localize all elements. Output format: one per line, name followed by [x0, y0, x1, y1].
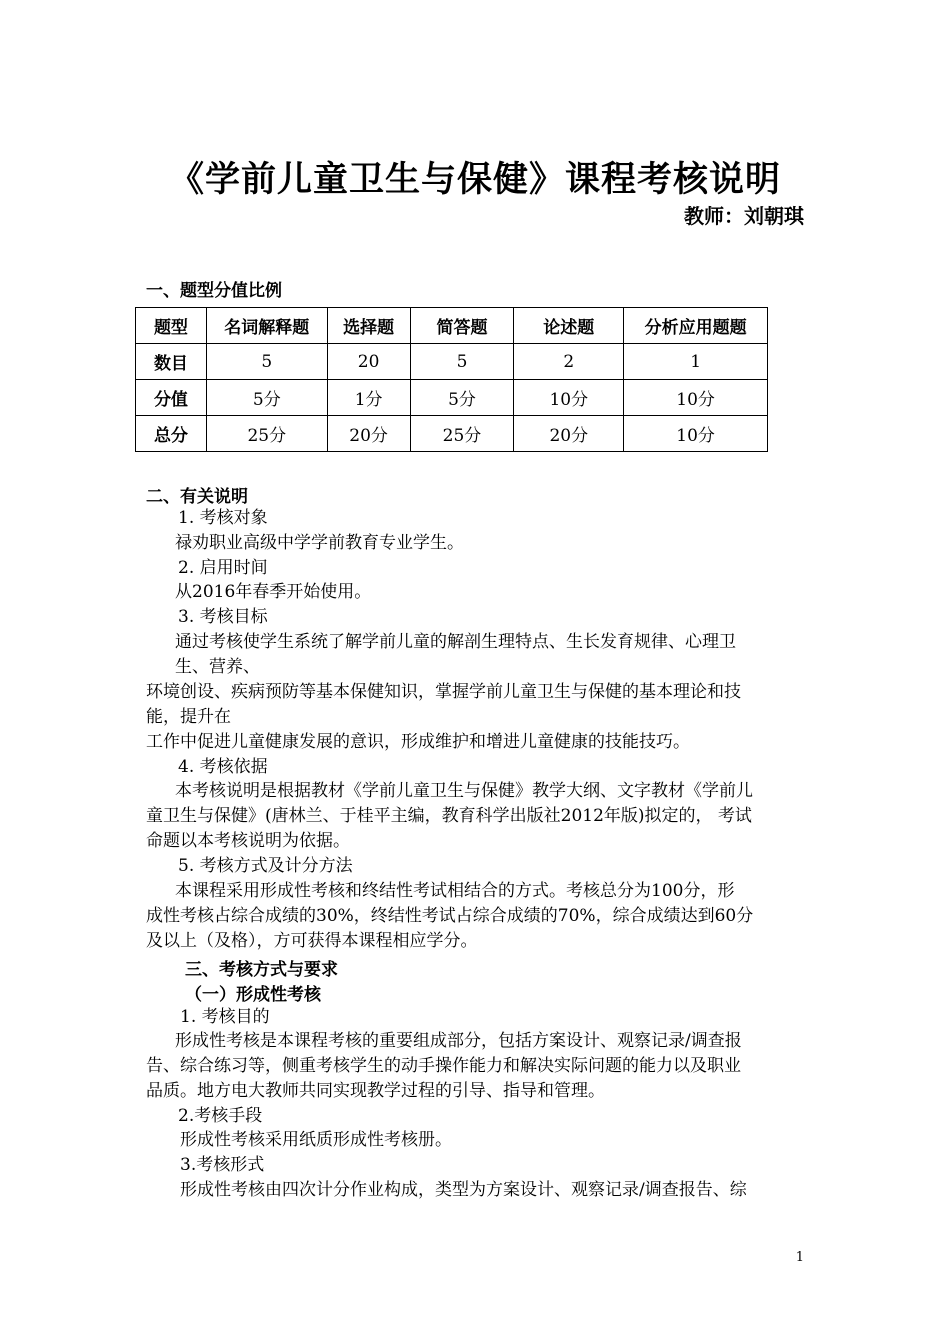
document-title: 《学前儿童卫生与保健》课程考核说明 — [168, 160, 781, 200]
paragraph-line: 告、综合练习等，侧重考核学生的动手操作能力和解决实际问题的能力以及职业 — [146, 1056, 741, 1076]
paragraph-line: 成性考核占综合成绩的30%，终结性考试占综合成绩的70%，综合成绩达到60分 — [146, 906, 754, 926]
table-cell: 1 — [624, 344, 768, 380]
table-row — [136, 380, 768, 416]
paragraph-line: 通过考核使学生系统了解学前儿童的解剖生理特点、生长发育规律、心理卫 — [175, 632, 736, 652]
paragraph-line: 形成性考核采用纸质形成性考核册。 — [180, 1130, 452, 1150]
teacher-name: 教师：刘朝琪 — [684, 204, 804, 228]
table-header-row — [136, 308, 768, 344]
table-cell: 2 — [514, 344, 624, 380]
table-cell: 10分 — [624, 380, 768, 416]
paragraph-line: 命题以本考核说明为依据。 — [146, 831, 350, 851]
score-table — [135, 307, 768, 452]
paragraph-line: 生、营养、 — [175, 657, 260, 677]
table-cell: 20分 — [514, 416, 624, 452]
table-cell: 论述题 — [514, 308, 624, 344]
item-title: 1. 考核对象 — [178, 508, 268, 528]
paragraph-line: 禄劝职业高级中学学前教育专业学生。 — [175, 533, 464, 553]
table-cell: 5分 — [206, 380, 327, 416]
table-cell: 分析应用题题 — [624, 308, 768, 344]
item-title: 2.考核手段 — [178, 1106, 263, 1126]
item-title: 4. 考核依据 — [178, 757, 268, 777]
table-row — [136, 416, 768, 452]
paragraph-line: 环境创设、疾病预防等基本保健知识，掌握学前儿童卫生与保健的基本理论和技 — [146, 682, 741, 702]
paragraph-line: 工作中促进儿童健康发展的意识，形成维护和增进儿童健康的技能技巧。 — [146, 732, 690, 752]
item-title: 3.考核形式 — [180, 1155, 265, 1175]
table-cell: 10分 — [624, 416, 768, 452]
paragraph-line: 形成性考核由四次计分作业构成，类型为方案设计、观察记录/调查报告、综 — [180, 1180, 747, 1200]
table-cell: 1分 — [327, 380, 410, 416]
section2-heading: 二、有关说明 — [146, 487, 248, 507]
table-cell: 总分 — [136, 416, 207, 452]
paragraph-line: 童卫生与保健》(唐林兰、于桂平主编，教育科学出版社2012年版)拟定的， 考试 — [146, 806, 752, 826]
table-cell: 20 — [327, 344, 410, 380]
table-cell: 选择题 — [327, 308, 410, 344]
table-cell: 25分 — [410, 416, 514, 452]
paragraph-line: 能，提升在 — [146, 707, 231, 727]
page-number: 1 — [795, 1250, 804, 1265]
table-cell: 简答题 — [410, 308, 514, 344]
table-cell: 5 — [206, 344, 327, 380]
table-cell: 5 — [410, 344, 514, 380]
paragraph-line: 本课程采用形成性考核和终结性考试相结合的方式。考核总分为100分，形 — [175, 881, 735, 901]
table-cell: 20分 — [327, 416, 410, 452]
paragraph-line: 从2016年春季开始使用。 — [175, 582, 372, 602]
item-title: 5. 考核方式及计分方法 — [178, 856, 353, 876]
table-cell: 10分 — [514, 380, 624, 416]
subsection-heading: （一）形成性考核 — [185, 985, 321, 1005]
table-row — [136, 344, 768, 380]
paragraph-line: 品质。地方电大教师共同实现教学过程的引导、指导和管理。 — [146, 1081, 605, 1101]
paragraph-line: 本考核说明是根据教材《学前儿童卫生与保健》教学大纲、文字教材《学前儿 — [175, 781, 753, 801]
table-cell: 分值 — [136, 380, 207, 416]
paragraph-line: 形成性考核是本课程考核的重要组成部分，包括方案设计、观察记录/调查报 — [175, 1031, 742, 1051]
section1-heading: 一、题型分值比例 — [146, 281, 282, 301]
paragraph-line: 及以上（及格），方可获得本课程相应学分。 — [146, 931, 478, 951]
item-title: 1. 考核目的 — [180, 1007, 270, 1027]
table-cell: 名词解释题 — [206, 308, 327, 344]
item-title: 2. 启用时间 — [178, 558, 268, 578]
table-cell: 5分 — [410, 380, 514, 416]
table-cell: 25分 — [206, 416, 327, 452]
table-cell: 题型 — [136, 308, 207, 344]
section3-heading: 三、考核方式与要求 — [185, 960, 338, 980]
table-cell: 数目 — [136, 344, 207, 380]
item-title: 3. 考核目标 — [178, 607, 268, 627]
